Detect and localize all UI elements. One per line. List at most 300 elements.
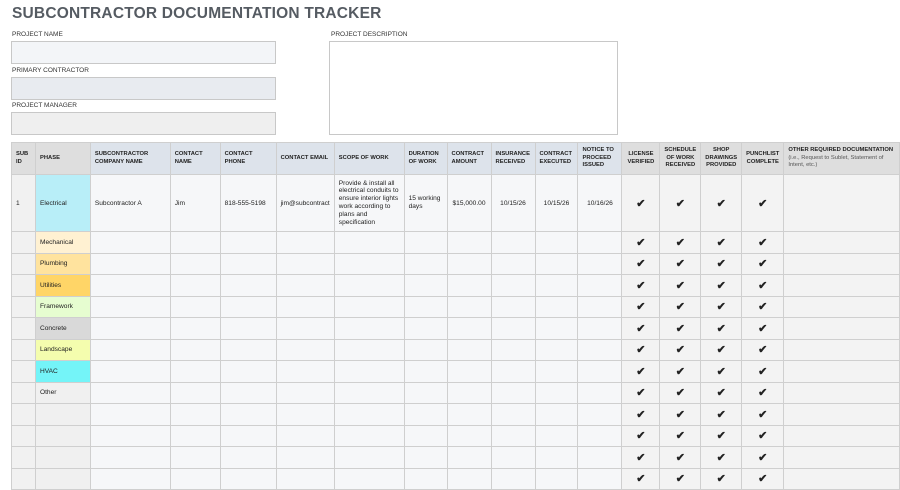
sub-id-cell[interactable] [12, 468, 36, 490]
scope-cell[interactable] [334, 425, 404, 447]
executed-cell[interactable] [535, 275, 578, 297]
duration-cell[interactable] [404, 318, 447, 340]
license-check-cell[interactable] [622, 468, 660, 490]
executed-cell[interactable] [535, 382, 578, 404]
duration-cell[interactable] [404, 361, 447, 383]
notice-cell[interactable] [578, 382, 622, 404]
other-documentation-cell[interactable] [784, 253, 900, 275]
col-insurance: INSURANCE RECEIVED [491, 143, 535, 175]
punchlist-check-cell[interactable] [742, 404, 784, 426]
col-schedule: SCHEDULE OF WORK RECEIVED [660, 143, 701, 175]
checkmark-icon: ✔ [716, 451, 726, 464]
punchlist-check-cell[interactable] [742, 361, 784, 383]
checkmark-icon: ✔ [758, 387, 768, 400]
duration-cell[interactable] [404, 253, 447, 275]
company-cell[interactable] [90, 339, 170, 361]
other-documentation-cell[interactable] [784, 232, 900, 254]
schedule-check-cell[interactable] [660, 339, 701, 361]
insurance-cell[interactable] [491, 404, 535, 426]
col-phase: PHASE [35, 143, 90, 175]
primary-contractor-input[interactable] [11, 77, 276, 100]
company-cell[interactable] [90, 382, 170, 404]
scope-cell[interactable] [334, 296, 404, 318]
punchlist-check-cell[interactable] [742, 175, 784, 232]
executed-cell[interactable] [535, 232, 578, 254]
scope-cell[interactable]: Provide & install all electrical conduits to ensure interior lights work according to plans and specification [334, 175, 404, 232]
punchlist-check-cell[interactable] [742, 339, 784, 361]
company-cell[interactable] [90, 296, 170, 318]
scope-cell[interactable] [334, 253, 404, 275]
phase-cell[interactable]: Other [35, 382, 90, 404]
license-check-cell[interactable] [622, 253, 660, 275]
scope-cell[interactable] [334, 468, 404, 490]
other-documentation-cell[interactable] [784, 275, 900, 297]
checkmark-icon: ✔ [675, 197, 685, 210]
sub-id-cell[interactable] [12, 447, 36, 469]
company-cell[interactable] [90, 468, 170, 490]
contact-name-cell[interactable] [170, 339, 220, 361]
drawings-check-cell[interactable] [701, 253, 742, 275]
project-name-label: PROJECT NAME [12, 31, 63, 38]
drawings-check-cell[interactable] [701, 425, 742, 447]
checkmark-icon: ✔ [716, 430, 726, 443]
punchlist-check-cell[interactable] [742, 275, 784, 297]
schedule-check-cell[interactable] [660, 318, 701, 340]
license-check-cell[interactable] [622, 296, 660, 318]
punchlist-check-cell[interactable] [742, 318, 784, 340]
col-other [784, 143, 900, 175]
sub-id-cell[interactable] [12, 296, 36, 318]
phase-cell[interactable] [35, 447, 90, 469]
amount-cell[interactable] [447, 318, 491, 340]
sub-id-cell[interactable] [12, 404, 36, 426]
other-documentation-cell[interactable] [784, 404, 900, 426]
executed-cell[interactable]: 10/15/26 [535, 175, 578, 232]
scope-cell[interactable] [334, 404, 404, 426]
punchlist-check-cell[interactable] [742, 447, 784, 469]
license-check-cell[interactable] [622, 175, 660, 232]
schedule-check-cell[interactable] [660, 468, 701, 490]
license-check-cell[interactable] [622, 339, 660, 361]
col-drawings: SHOP DRAWINGS PROVIDED [701, 143, 742, 175]
phase-cell[interactable]: Framework [35, 296, 90, 318]
amount-cell[interactable] [447, 361, 491, 383]
contact-email-cell[interactable] [276, 404, 334, 426]
drawings-check-cell[interactable] [701, 404, 742, 426]
punchlist-check-cell[interactable] [742, 468, 784, 490]
schedule-check-cell[interactable] [660, 361, 701, 383]
schedule-check-cell[interactable] [660, 382, 701, 404]
other-documentation-cell[interactable] [784, 425, 900, 447]
drawings-check-cell[interactable] [701, 232, 742, 254]
col-other-title: OTHER REQUIRED DOCUMENTATION [788, 147, 894, 154]
col-contact-phone: CONTACT PHONE [220, 143, 276, 175]
checkmark-icon: ✔ [636, 408, 646, 421]
duration-cell[interactable] [404, 425, 447, 447]
checkmark-icon: ✔ [636, 197, 646, 210]
contact-phone-cell[interactable] [220, 468, 276, 490]
amount-cell[interactable] [447, 404, 491, 426]
checkmark-icon: ✔ [758, 279, 768, 292]
col-contact-email: CONTACT EMAIL [276, 143, 334, 175]
project-description-label: PROJECT DESCRIPTION [331, 31, 408, 38]
col-scope: SCOPE OF WORK [334, 143, 404, 175]
col-license: LICENSE VERIFIED [622, 143, 660, 175]
company-cell[interactable] [90, 361, 170, 383]
duration-cell[interactable] [404, 468, 447, 490]
contact-phone-cell[interactable]: 818-555-5198 [220, 175, 276, 232]
schedule-check-cell[interactable] [660, 404, 701, 426]
checkmark-icon: ✔ [758, 451, 768, 464]
checkmark-icon: ✔ [675, 258, 685, 271]
sub-id-cell[interactable] [12, 425, 36, 447]
phase-cell[interactable]: HVAC [35, 361, 90, 383]
drawings-check-cell[interactable] [701, 468, 742, 490]
checkmark-icon: ✔ [636, 301, 646, 314]
drawings-check-cell[interactable] [701, 447, 742, 469]
contact-phone-cell[interactable] [220, 296, 276, 318]
executed-cell[interactable] [535, 339, 578, 361]
amount-cell[interactable] [447, 468, 491, 490]
table-row [12, 318, 900, 340]
license-check-cell[interactable] [622, 275, 660, 297]
sub-id-cell[interactable] [12, 318, 36, 340]
col-duration: DURATION OF WORK [404, 143, 447, 175]
contact-email-cell[interactable] [276, 253, 334, 275]
phase-cell[interactable]: Utilities [35, 275, 90, 297]
contact-email-cell[interactable] [276, 296, 334, 318]
col-other-subtitle: (i.e., Request to Sublet, Statement of Intent, etc.) [788, 154, 884, 169]
other-documentation-cell[interactable] [784, 296, 900, 318]
checkmark-icon: ✔ [675, 451, 685, 464]
company-cell[interactable] [90, 275, 170, 297]
checkmark-icon: ✔ [758, 430, 768, 443]
checkmark-icon: ✔ [636, 279, 646, 292]
contact-email-cell[interactable] [276, 382, 334, 404]
drawings-check-cell[interactable] [701, 318, 742, 340]
insurance-cell[interactable] [491, 425, 535, 447]
drawings-check-cell[interactable] [701, 382, 742, 404]
scope-cell[interactable] [334, 318, 404, 340]
notice-cell[interactable] [578, 447, 622, 469]
executed-cell[interactable] [535, 361, 578, 383]
drawings-check-cell[interactable] [701, 175, 742, 232]
insurance-cell[interactable] [491, 382, 535, 404]
other-documentation-cell[interactable] [784, 318, 900, 340]
checkmark-icon: ✔ [675, 365, 685, 378]
notice-cell[interactable]: 10/16/26 [578, 175, 622, 232]
schedule-check-cell[interactable] [660, 175, 701, 232]
company-cell[interactable] [90, 232, 170, 254]
checkmark-icon: ✔ [636, 430, 646, 443]
duration-cell[interactable]: 15 working days [404, 175, 447, 232]
amount-cell[interactable] [447, 447, 491, 469]
schedule-check-cell[interactable] [660, 232, 701, 254]
checkmark-icon: ✔ [675, 301, 685, 314]
drawings-check-cell[interactable] [701, 339, 742, 361]
notice-cell[interactable] [578, 361, 622, 383]
contact-email-cell[interactable]: jim@subcontract [276, 175, 334, 232]
contact-name-cell[interactable] [170, 275, 220, 297]
scope-cell[interactable] [334, 382, 404, 404]
notice-cell[interactable] [578, 253, 622, 275]
executed-cell[interactable] [535, 425, 578, 447]
schedule-check-cell[interactable] [660, 296, 701, 318]
checkmark-icon: ✔ [716, 258, 726, 271]
insurance-cell[interactable] [491, 275, 535, 297]
checkmark-icon: ✔ [675, 322, 685, 335]
punchlist-check-cell[interactable] [742, 382, 784, 404]
col-executed: CONTRACT EXECUTED [535, 143, 578, 175]
amount-cell[interactable]: $15,000.00 [447, 175, 491, 232]
checkmark-icon: ✔ [716, 301, 726, 314]
insurance-cell[interactable] [491, 318, 535, 340]
company-cell[interactable]: Subcontractor A [90, 175, 170, 232]
notice-cell[interactable] [578, 339, 622, 361]
table-row [12, 339, 900, 361]
contact-name-cell[interactable] [170, 232, 220, 254]
duration-cell[interactable] [404, 447, 447, 469]
checkmark-icon: ✔ [716, 473, 726, 486]
phase-cell[interactable]: Concrete [35, 318, 90, 340]
checkmark-icon: ✔ [636, 258, 646, 271]
insurance-cell[interactable]: 10/15/26 [491, 175, 535, 232]
executed-cell[interactable] [535, 468, 578, 490]
col-notice: NOTICE TO PROCEED ISSUED [578, 143, 622, 175]
scope-cell[interactable] [334, 232, 404, 254]
checkmark-icon: ✔ [675, 473, 685, 486]
contact-email-cell[interactable] [276, 339, 334, 361]
contact-name-cell[interactable]: Jim [170, 175, 220, 232]
punchlist-check-cell[interactable] [742, 253, 784, 275]
other-documentation-cell[interactable] [784, 468, 900, 490]
phase-cell[interactable]: Plumbing [35, 253, 90, 275]
notice-cell[interactable] [578, 425, 622, 447]
checkmark-icon: ✔ [758, 322, 768, 335]
table-row [12, 425, 900, 447]
company-cell[interactable] [90, 425, 170, 447]
other-documentation-cell[interactable] [784, 175, 900, 232]
checkmark-icon: ✔ [675, 236, 685, 249]
insurance-cell[interactable] [491, 447, 535, 469]
insurance-cell[interactable] [491, 468, 535, 490]
other-documentation-cell[interactable] [784, 361, 900, 383]
amount-cell[interactable] [447, 425, 491, 447]
drawings-check-cell[interactable] [701, 361, 742, 383]
contact-phone-cell[interactable] [220, 382, 276, 404]
contact-name-cell[interactable] [170, 361, 220, 383]
checkmark-icon: ✔ [758, 473, 768, 486]
contact-name-cell[interactable] [170, 447, 220, 469]
schedule-check-cell[interactable] [660, 253, 701, 275]
col-punchlist: PUNCHLIST COMPLETE [742, 143, 784, 175]
scope-cell[interactable] [334, 447, 404, 469]
company-cell[interactable] [90, 318, 170, 340]
checkmark-icon: ✔ [636, 236, 646, 249]
insurance-cell[interactable] [491, 339, 535, 361]
table-row [12, 175, 900, 232]
col-contact-name: CONTACT NAME [170, 143, 220, 175]
notice-cell[interactable] [578, 232, 622, 254]
drawings-check-cell[interactable] [701, 275, 742, 297]
scope-cell[interactable] [334, 361, 404, 383]
phase-cell[interactable]: Mechanical [35, 232, 90, 254]
contact-name-cell[interactable] [170, 404, 220, 426]
table-row [12, 447, 900, 469]
project-manager-input[interactable] [11, 112, 276, 135]
checkmark-icon: ✔ [716, 279, 726, 292]
schedule-check-cell[interactable] [660, 275, 701, 297]
primary-contractor-label: PRIMARY CONTRACTOR [12, 67, 89, 74]
license-check-cell[interactable] [622, 382, 660, 404]
checkmark-icon: ✔ [758, 408, 768, 421]
scope-cell[interactable] [334, 275, 404, 297]
insurance-cell[interactable] [491, 296, 535, 318]
insurance-cell[interactable] [491, 253, 535, 275]
project-name-input[interactable] [11, 41, 276, 64]
phase-cell[interactable]: Landscape [35, 339, 90, 361]
schedule-check-cell[interactable] [660, 447, 701, 469]
duration-cell[interactable] [404, 232, 447, 254]
checkmark-icon: ✔ [758, 236, 768, 249]
contact-name-cell[interactable] [170, 318, 220, 340]
punchlist-check-cell[interactable] [742, 232, 784, 254]
checkmark-icon: ✔ [636, 322, 646, 335]
contact-email-cell[interactable] [276, 425, 334, 447]
checkmark-icon: ✔ [716, 365, 726, 378]
sub-id-cell[interactable] [12, 382, 36, 404]
executed-cell[interactable] [535, 404, 578, 426]
col-company: SUBCONTRACTOR COMPANY NAME [90, 143, 170, 175]
project-manager-label: PROJECT MANAGER [12, 102, 77, 109]
amount-cell[interactable] [447, 253, 491, 275]
notice-cell[interactable] [578, 318, 622, 340]
contact-email-cell[interactable] [276, 361, 334, 383]
table-row [12, 382, 900, 404]
amount-cell[interactable] [447, 382, 491, 404]
punchlist-check-cell[interactable] [742, 296, 784, 318]
checkmark-icon: ✔ [716, 197, 726, 210]
table-row [12, 468, 900, 490]
duration-cell[interactable] [404, 382, 447, 404]
punchlist-check-cell[interactable] [742, 425, 784, 447]
contact-phone-cell[interactable] [220, 275, 276, 297]
license-check-cell[interactable] [622, 361, 660, 383]
notice-cell[interactable] [578, 275, 622, 297]
contact-name-cell[interactable] [170, 468, 220, 490]
duration-cell[interactable] [404, 404, 447, 426]
checkmark-icon: ✔ [758, 344, 768, 357]
company-cell[interactable] [90, 404, 170, 426]
page-title: SUBCONTRACTOR DOCUMENTATION TRACKER [12, 5, 382, 22]
drawings-check-cell[interactable] [701, 296, 742, 318]
contact-phone-cell[interactable] [220, 232, 276, 254]
contact-email-cell[interactable] [276, 447, 334, 469]
contact-email-cell[interactable] [276, 232, 334, 254]
contact-email-cell[interactable] [276, 275, 334, 297]
other-documentation-cell[interactable] [784, 339, 900, 361]
duration-cell[interactable] [404, 296, 447, 318]
table-row [12, 361, 900, 383]
contact-email-cell[interactable] [276, 318, 334, 340]
executed-cell[interactable] [535, 447, 578, 469]
phase-cell[interactable] [35, 404, 90, 426]
col-sub-id: SUB ID [12, 143, 36, 175]
project-description-input[interactable] [329, 41, 618, 135]
checkmark-icon: ✔ [636, 473, 646, 486]
checkmark-icon: ✔ [716, 236, 726, 249]
sub-id-cell[interactable]: 1 [12, 175, 36, 232]
sub-id-cell[interactable] [12, 253, 36, 275]
license-check-cell[interactable] [622, 404, 660, 426]
scope-cell[interactable] [334, 339, 404, 361]
notice-cell[interactable] [578, 404, 622, 426]
contact-name-cell[interactable] [170, 382, 220, 404]
sub-id-cell[interactable] [12, 275, 36, 297]
contact-name-cell[interactable] [170, 296, 220, 318]
duration-cell[interactable] [404, 275, 447, 297]
notice-cell[interactable] [578, 468, 622, 490]
phase-cell[interactable] [35, 468, 90, 490]
contact-phone-cell[interactable] [220, 404, 276, 426]
contact-phone-cell[interactable] [220, 447, 276, 469]
amount-cell[interactable] [447, 296, 491, 318]
contact-phone-cell[interactable] [220, 425, 276, 447]
contact-email-cell[interactable] [276, 468, 334, 490]
duration-cell[interactable] [404, 339, 447, 361]
other-documentation-cell[interactable] [784, 382, 900, 404]
tracker-table [11, 142, 900, 490]
amount-cell[interactable] [447, 232, 491, 254]
insurance-cell[interactable] [491, 232, 535, 254]
table-row [12, 275, 900, 297]
phase-cell[interactable] [35, 425, 90, 447]
header-row [12, 143, 900, 175]
checkmark-icon: ✔ [716, 408, 726, 421]
contact-name-cell[interactable] [170, 425, 220, 447]
executed-cell[interactable] [535, 253, 578, 275]
insurance-cell[interactable] [491, 361, 535, 383]
executed-cell[interactable] [535, 296, 578, 318]
contact-phone-cell[interactable] [220, 361, 276, 383]
checkmark-icon: ✔ [758, 197, 768, 210]
amount-cell[interactable] [447, 339, 491, 361]
company-cell[interactable] [90, 253, 170, 275]
license-check-cell[interactable] [622, 318, 660, 340]
phase-cell[interactable]: Electrical [35, 175, 90, 232]
sub-id-cell[interactable] [12, 339, 36, 361]
amount-cell[interactable] [447, 275, 491, 297]
license-check-cell[interactable] [622, 232, 660, 254]
checkmark-icon: ✔ [675, 279, 685, 292]
contact-phone-cell[interactable] [220, 253, 276, 275]
checkmark-icon: ✔ [758, 365, 768, 378]
checkmark-icon: ✔ [758, 301, 768, 314]
notice-cell[interactable] [578, 296, 622, 318]
contact-phone-cell[interactable] [220, 318, 276, 340]
license-check-cell[interactable] [622, 425, 660, 447]
executed-cell[interactable] [535, 318, 578, 340]
contact-name-cell[interactable] [170, 253, 220, 275]
contact-phone-cell[interactable] [220, 339, 276, 361]
license-check-cell[interactable] [622, 447, 660, 469]
sub-id-cell[interactable] [12, 361, 36, 383]
company-cell[interactable] [90, 447, 170, 469]
schedule-check-cell[interactable] [660, 425, 701, 447]
sub-id-cell[interactable] [12, 232, 36, 254]
checkmark-icon: ✔ [636, 344, 646, 357]
other-documentation-cell[interactable] [784, 447, 900, 469]
